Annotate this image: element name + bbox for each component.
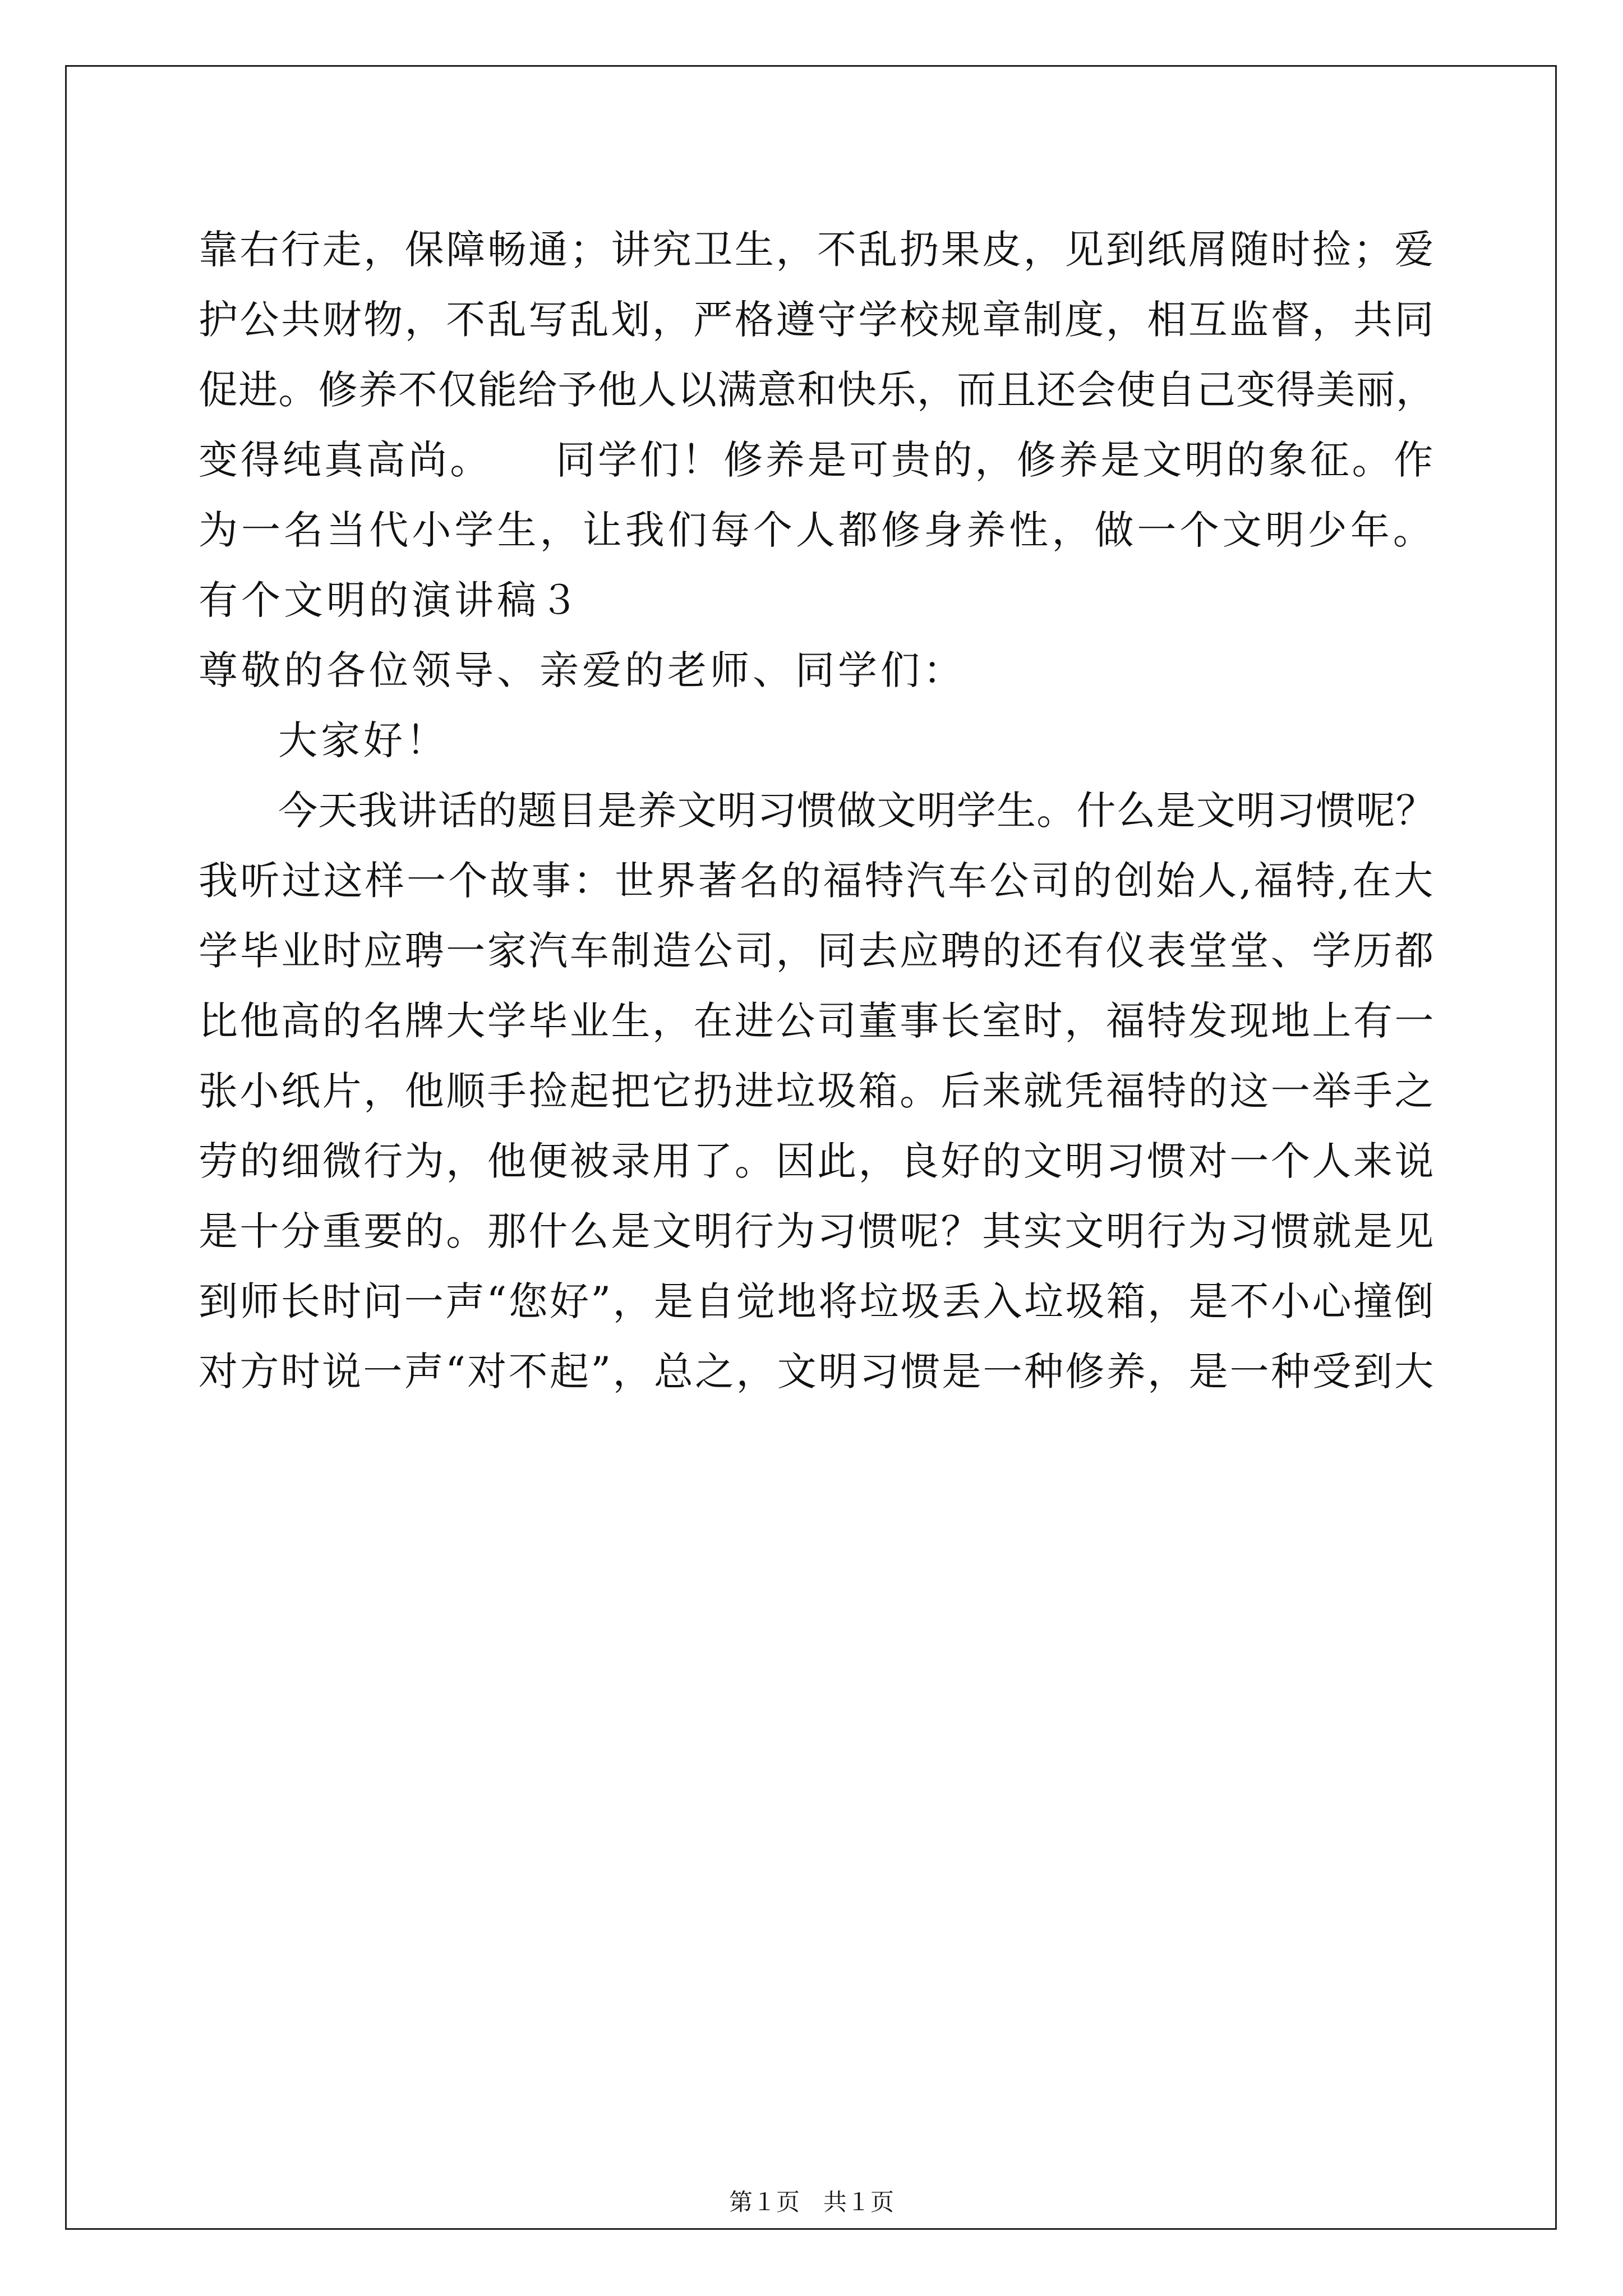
- paragraph-line: 我听过这样一个故事：世界著名的福特汽车公司的创始人,福特,在大: [199, 858, 1436, 904]
- greeting: 大家好！: [278, 717, 449, 763]
- paragraph-line: 靠右行走，保障畅通；讲究卫生，不乱扔果皮，见到纸屑随时捡；爱: [199, 227, 1436, 273]
- paragraph-line: 到师长时问一声“您好”，是自觉地将垃圾丢入垃圾箱，是不小心撞倒: [199, 1278, 1436, 1324]
- paragraph-line: 学毕业时应聘一家汽车制造公司，同去应聘的还有仪表堂堂、学历都: [199, 928, 1436, 974]
- paragraph-line: 对方时说一声“对不起”，总之，文明习惯是一种修养，是一种受到大: [199, 1349, 1436, 1395]
- salutation: 尊敬的各位领导、亲爱的老师、同学们：: [199, 647, 966, 693]
- paragraph-line: 今天我讲话的题目是养文明习惯做文明学生。什么是文明习惯呢？: [278, 788, 1436, 834]
- page-footer: 第１页 共１页: [728, 2188, 894, 2216]
- paragraph-line: 促进。修养不仅能给予他人以满意和快乐，而且还会使自己变得美丽，: [199, 367, 1436, 413]
- paragraph-line: 是十分重要的。那什么是文明行为习惯呢？其实文明行为习惯就是见: [199, 1208, 1436, 1254]
- paragraph-line: 张小纸片，他顺手捡起把它扔进垃圾箱。后来就凭福特的这一举手之: [199, 1068, 1436, 1114]
- paragraph-line: 护公共财物，不乱写乱划，严格遵守学校规章制度，相互监督，共同: [199, 297, 1436, 343]
- paragraph-line: 变得纯真高尚。 同学们！修养是可贵的，修养是文明的象征。作: [199, 437, 1436, 483]
- paragraph-line: 劳的细微行为，他便被录用了。因此，良好的文明习惯对一个人来说: [199, 1138, 1436, 1184]
- paragraph-line: 比他高的名牌大学毕业生，在进公司董事长室时，福特发现地上有一: [199, 998, 1436, 1044]
- section-title: 有个文明的演讲稿３: [199, 577, 582, 623]
- paragraph-line: 为一名当代小学生，让我们每个人都修身养性，做一个文明少年。: [199, 507, 1436, 553]
